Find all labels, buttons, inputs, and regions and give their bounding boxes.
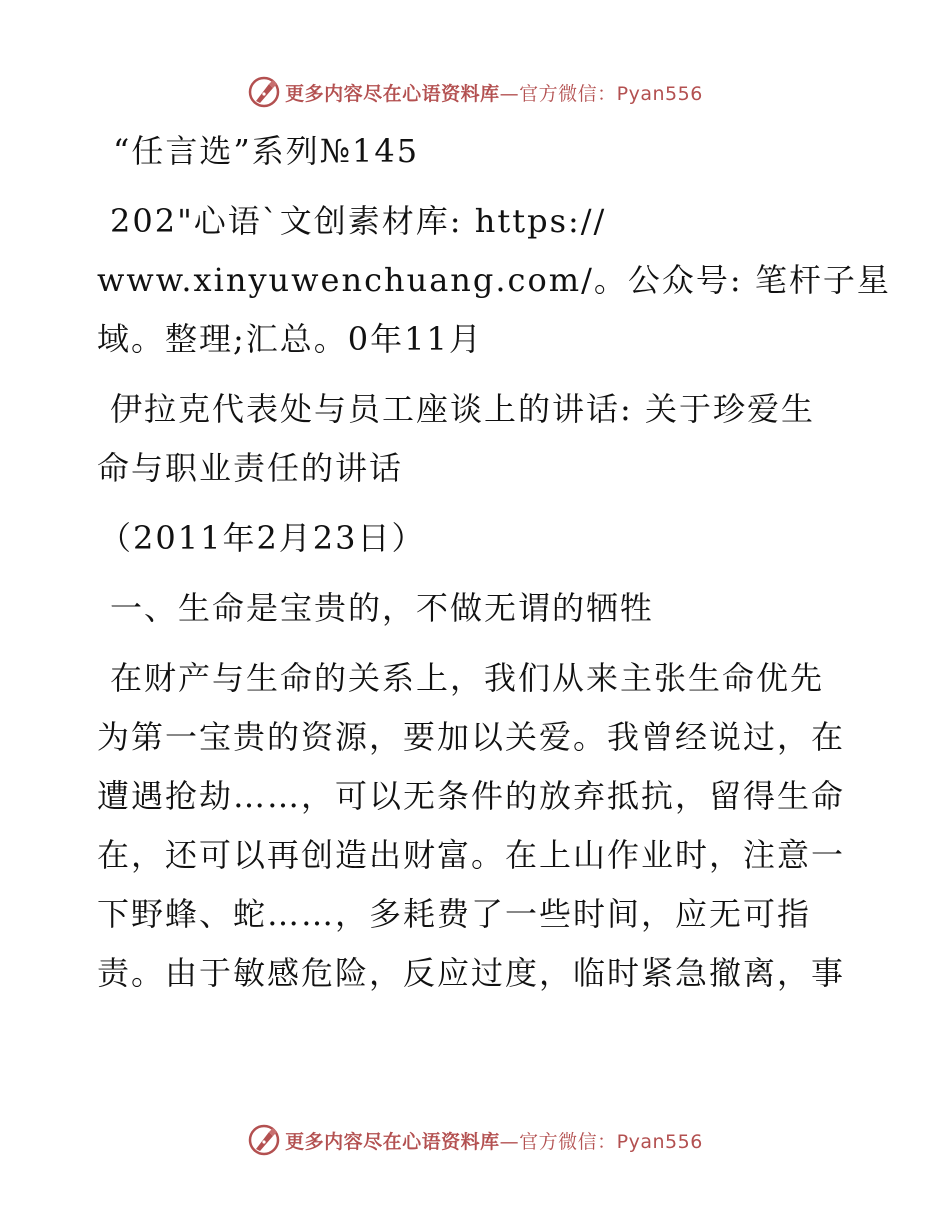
title-line-2: 命与职业责任的讲话: [97, 449, 404, 487]
watermark-text: [285, 79, 703, 106]
title-line-1: 伊拉克代表处与员工座谈上的讲话: 关于珍爱生: [110, 390, 815, 428]
body-line: 责。由于敏感危险，反应过度，临时紧急撤离，事: [97, 954, 846, 992]
watermark-main: 更多内容尽在心语资料库: [285, 1130, 500, 1153]
watermark-main: 更多内容尽在心语资料库: [285, 82, 500, 105]
body-line: 遭遇抢劫……，可以无条件的放弃抵抗，留得生命: [97, 777, 846, 815]
watermark-wechat: 官方微信：Pyan556: [519, 82, 703, 105]
source-line-2: www.xinyuwenchuang.com/。公众号: 笔杆子星: [97, 261, 891, 299]
pen-nib-logo-icon: [247, 75, 281, 109]
source-line-1: 202"心语`文创素材库: https://: [110, 202, 607, 240]
pen-nib-logo-icon: [247, 1123, 281, 1157]
source-line-3: 域。整理;汇总。0年11月: [97, 320, 483, 358]
body-line: 下野蜂、蛇……，多耗费了一些时间，应无可指: [97, 895, 812, 933]
document-body: [97, 122, 891, 1003]
series-label: “任言选”系列№145: [113, 132, 420, 170]
body-line: 为第一宝贵的资源，要加以关爱。我曾经说过，在: [97, 718, 846, 756]
section-heading: 一、生命是宝贵的，不做无谓的牺牲: [110, 589, 655, 627]
speech-date: （2011年2月23日）: [99, 519, 426, 557]
watermark-separator: —: [499, 82, 520, 105]
watermark-text: [285, 1127, 703, 1154]
body-line: 在，还可以再创造出财富。在上山作业时，注意一: [97, 836, 846, 874]
watermark-separator: —: [499, 1130, 520, 1153]
body-line: 在财产与生命的关系上，我们从来主张生命优先: [110, 659, 825, 697]
watermark-wechat: 官方微信：Pyan556: [519, 1130, 703, 1153]
footer-watermark: [0, 1118, 950, 1162]
header-watermark: [0, 70, 950, 114]
